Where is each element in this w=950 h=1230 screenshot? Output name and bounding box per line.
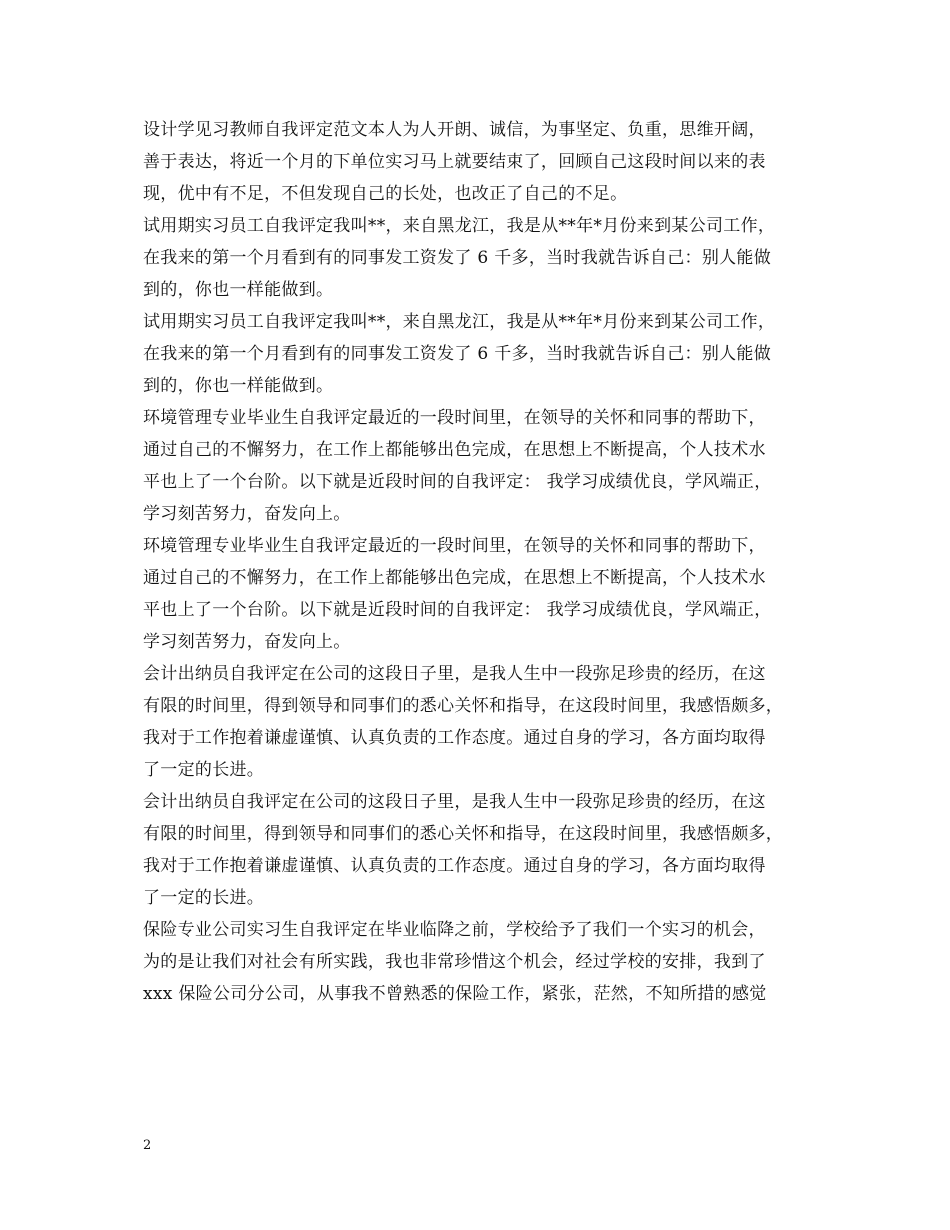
text-line: 通过自己的不懈努力，在工作上都能够出色完成，在思想上不断提高，个人技术水 [143, 440, 766, 460]
text-line: 了一定的长进。 [143, 888, 265, 908]
text-line: 现，优中有不足，不但发现自己的长处，也改正了自己的不足。 [143, 184, 628, 204]
text-line: 平也上了一个台阶。以下就是近段时间的自我评定： 我学习成绩优良，学风端正， [143, 600, 772, 620]
text-line: 设计学见习教师自我评定范文本人为人开朗、诚信，为事坚定、负重，思维开阔， [143, 120, 766, 140]
text-line: 会计出纳员自我评定在公司的这段日子里，是我人生中一段弥足珍贵的经历，在这 [143, 664, 766, 684]
text-line: 到的，你也一样能做到。 [143, 280, 334, 300]
text-line: 学习刻苦努力，奋发向上。 [143, 632, 351, 652]
text-line: xxx 保险公司分公司，从事我不曾熟悉的保险工作，紧张，茫然，不知所措的感觉 [143, 984, 767, 1004]
text-line: 试用期实习员工自我评定我叫**，来自黑龙江，我是从**年*月份来到某公司工作， [143, 216, 776, 236]
text-line: 平也上了一个台阶。以下就是近段时间的自我评定： 我学习成绩优良，学风端正， [143, 472, 772, 492]
text-line: 有限的时间里，得到领导和同事们的悉心关怀和指导，在这段时间里，我感悟颇多， [143, 824, 784, 844]
text-line: 保险专业公司实习生自我评定在毕业临降之前，学校给予了我们一个实习的机会， [143, 920, 766, 940]
text-line: 有限的时间里，得到领导和同事们的悉心关怀和指导，在这段时间里，我感悟颇多， [143, 696, 784, 716]
text-line: 在我来的第一个月看到有的同事发工资发了 6 千多，当时我就告诉自己：别人能做 [143, 248, 772, 268]
page-number: 2 [143, 1138, 152, 1153]
body-text [143, 114, 843, 1010]
text-line: 环境管理专业毕业生自我评定最近的一段时间里，在领导的关怀和同事的帮助下， [143, 408, 766, 428]
text-line: 环境管理专业毕业生自我评定最近的一段时间里，在领导的关怀和同事的帮助下， [143, 536, 766, 556]
text-line: 善于表达，将近一个月的下单位实习马上就要结束了，回顾自己这段时间以来的表 [143, 152, 766, 172]
text-line: 会计出纳员自我评定在公司的这段日子里，是我人生中一段弥足珍贵的经历，在这 [143, 792, 766, 812]
text-line: 到的，你也一样能做到。 [143, 376, 334, 396]
text-line: 我对于工作抱着谦虚谨慎、认真负责的工作态度。通过自身的学习，各方面均取得 [143, 728, 766, 748]
text-line: 学习刻苦努力，奋发向上。 [143, 504, 351, 524]
text-line: 通过自己的不懈努力，在工作上都能够出色完成，在思想上不断提高，个人技术水 [143, 568, 766, 588]
text-line: 了一定的长进。 [143, 760, 265, 780]
text-line: 我对于工作抱着谦虚谨慎、认真负责的工作态度。通过自身的学习，各方面均取得 [143, 856, 766, 876]
text-line: 在我来的第一个月看到有的同事发工资发了 6 千多，当时我就告诉自己：别人能做 [143, 344, 772, 364]
text-line: 为的是让我们对社会有所实践，我也非常珍惜这个机会，经过学校的安排，我到了 [143, 952, 766, 972]
text-line: 试用期实习员工自我评定我叫**，来自黑龙江，我是从**年*月份来到某公司工作， [143, 312, 776, 332]
